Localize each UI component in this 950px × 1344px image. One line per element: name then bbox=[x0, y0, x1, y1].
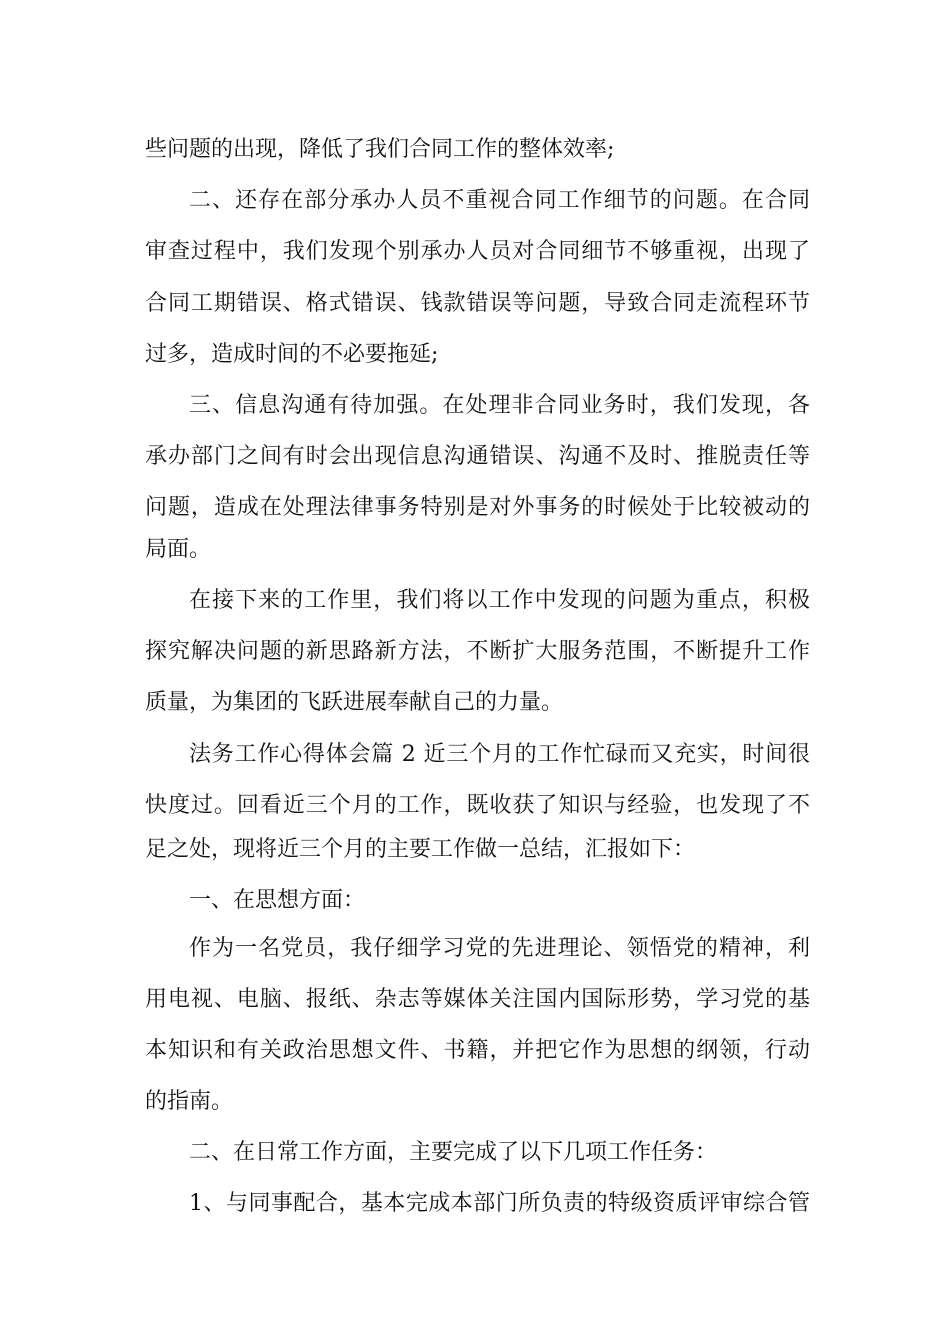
text-line: 本知识和有关政治思想文件、书籍，并把它作为思想的纲领，行动 bbox=[145, 1038, 810, 1063]
text-line: 合同工期错误、格式错误、钱款错误等问题，导致合同走流程环节 bbox=[145, 291, 810, 316]
text-line: 探究解决问题的新思路新方法，不断扩大服务范围，不断提升工作 bbox=[145, 639, 810, 664]
text-line: 局面。 bbox=[145, 537, 212, 562]
text-line: 用电视、电脑、报纸、杂志等媒体关注国内国际形势，学习党的基 bbox=[145, 987, 810, 1012]
text-line: 过多，造成时间的不必要拖延; bbox=[145, 342, 439, 367]
section-heading: 一、在思想方面： bbox=[189, 888, 366, 913]
text-line: 质量，为集团的飞跃进展奉献自己的力量。 bbox=[145, 690, 564, 715]
text-line: 审查过程中，我们发现个别承办人员对合同细节不够重视，出现了 bbox=[145, 239, 810, 264]
text-line: 足之处，现将近三个月的主要工作做一总结，汇报如下： bbox=[145, 837, 696, 862]
paragraph-first-line: 在接下来的工作里，我们将以工作中发现的问题为重点，积极 bbox=[189, 588, 810, 613]
paragraph-first-line: 二、还存在部分承办人员不重视合同工作细节的问题。在合同 bbox=[189, 188, 810, 213]
text-line: 问题，造成在处理法律事务特别是对外事务的时候处于比较被动的 bbox=[145, 495, 810, 520]
text-line: 快度过。回看近三个月的工作，既收获了知识与经验，也发现了不 bbox=[145, 793, 810, 818]
paragraph-first-line: 1、与同事配合，基本完成本部门所负责的特级资质评审综合管 bbox=[189, 1191, 810, 1216]
paragraph-first-line: 三、信息沟通有待加强。在处理非合同业务时，我们发现，各 bbox=[189, 393, 810, 418]
text-line: 的指南。 bbox=[145, 1089, 234, 1114]
section-heading: 二、在日常工作方面，主要完成了以下几项工作任务： bbox=[189, 1140, 718, 1165]
text-line: 承办部门之间有时会出现信息沟通错误、沟通不及时、推脱责任等 bbox=[145, 444, 810, 469]
paragraph-first-line: 作为一名党员，我仔细学习党的先进理论、领悟党的精神，利 bbox=[189, 936, 810, 961]
text-line: 些问题的出现，降低了我们合同工作的整体效率; bbox=[145, 137, 615, 162]
paragraph-first-line: 法务工作心得体会篇 2 近三个月的工作忙碌而又充实，时间很 bbox=[189, 742, 810, 767]
